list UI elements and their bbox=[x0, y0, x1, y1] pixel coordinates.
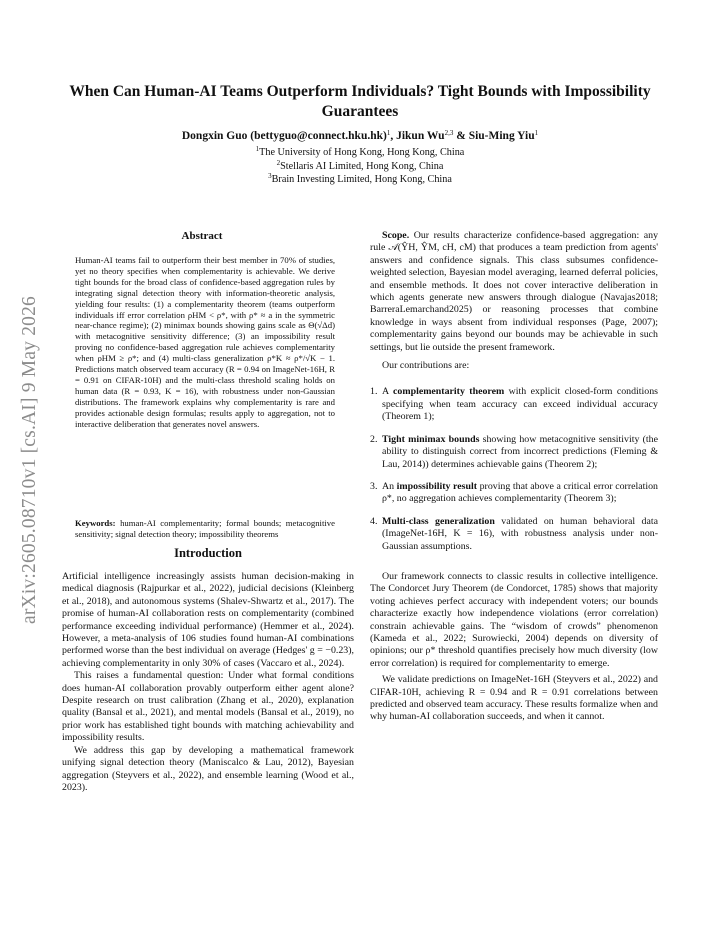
contributions-list bbox=[370, 386, 658, 552]
paragraph: Our framework connects to classic results in collective intelligence. The Condorcet Jury Theorem (de Condorcet, 1785) shows that majority voting achieves perfect accuracy with independent voters; our bounds characterize exactly how independence violations (error correlation) constrain achievable gains. The “wisdom of crowds” phenomenon (Kameda et al., 2022; Surowiecki, 2004) depends on diversity of opinions; our ρ* threshold quantifies precisely how much diversity (low error correlation) is required for complementarity to emerge. bbox=[370, 570, 658, 669]
affiliation bbox=[60, 160, 660, 174]
affiliation-number: 2 bbox=[276, 158, 281, 167]
right-column-body bbox=[370, 230, 658, 724]
list-item bbox=[370, 481, 658, 506]
paragraph: We validate predictions on ImageNet-16H (Steyvers et al., 2022) and CIFAR-10H, achieving R = 0.94 and R = 0.91 correlations between predicted and observed team accuracy. These results formalize when and why human-AI collaboration succeeds, and when it cannot. bbox=[370, 674, 658, 723]
author-sep: , bbox=[390, 130, 397, 142]
arxiv-stamp bbox=[8, 240, 52, 680]
list-bold: complementarity theorem bbox=[393, 386, 505, 398]
paragraph: We address this gap by developing a mathematical framework unifying signal detection theory (Maniscalco & Lau, 2012), Bayesian aggregation (Steyvers et al., 2022), and ensemble learning (Wood et al., 2023). bbox=[62, 744, 354, 793]
list-bold: Tight minimax bounds bbox=[382, 433, 480, 445]
list-text: proving that above a critical error correlation ρ*, no aggregation achieves complementarity (Theorem 3); bbox=[382, 480, 658, 505]
arxiv-stamp-text: arXiv:2605.08710v1 [cs.AI] 9 May 2026 bbox=[19, 295, 40, 625]
paragraph: This raises a fundamental question: Under what formal conditions does human-AI collaboration provably outperform either agent alone? Despite research on trust calibration (Zhang et al., 2020), explanation quality (Bansal et al., 2021), and mental models (Bansal et al., 2019), no prior work has established tight bounds with matching achievability and impossibility results. bbox=[62, 670, 354, 744]
paragraph: Artificial intelligence increasingly assists human decision-making in medical diagnosis (Rajpurkar et al., 2022), judicial decisions (Kleinberg et al., 2018), and autonomous systems (Shalev-Shwartz et al., 2017). The promise of human-AI collaboration rests on complementarity (combined performance exceeding individual performance) (Hemmer et al., 2024). However, a meta-analysis of 106 studies found human-AI combinations performed worse than the best individual on average (Hedges' g = −0.23), achieving complementarity in only 30% of cases (Vaccaro et al., 2024). bbox=[62, 571, 354, 669]
keywords-label: Keywords: bbox=[75, 518, 116, 528]
paper-title: When Can Human-AI Teams Outperform Individuals? Tight Bounds with Impossibility Guarantees bbox=[69, 83, 651, 120]
list-text: showing how metacognitive sensitivity (the ability to distinguish correct from incorrect predictions (Fleming & Lau, 2014)) determines achievable gains (Theorem 2); bbox=[382, 433, 658, 470]
contributions-intro: Our contributions are: bbox=[382, 360, 470, 372]
affiliations bbox=[60, 146, 660, 187]
list-item bbox=[370, 386, 658, 423]
list-text: An bbox=[382, 480, 397, 492]
list-item bbox=[370, 516, 658, 553]
abstract-body: Human-AI teams fail to outperform their best member in 70% of studies, yet no theory specifies when complementarity is achievable. We derive tight bounds for the broad class of confidence-based aggregation rules by integrating signal detection theory with information-theoretic analysis, yielding four results: (1) a complementarity theorem (teams outperform individuals iff error correlation ρHM < ρ*, with ρ* ≈ a in the symmetric near-chance regime); (2) minimax bounds showing gains scale as Θ(√Δd) with metacognitive sensitivity difference; (3) an impossibility result proving no confidence-based aggregation rule achieves complementarity when ρHM ≥ ρ*; and (4) multi-class generalization ρ*K ≈ ρ*/√K − 1. Predictions match observed team accuracy (R = 0.94 on ImageNet-16H, R = 0.91 on CIFAR-10H) and the multi-class threshold scaling holds on human data (R = 0.93, K = 16), with robustness under non-Gaussian distributions. The framework explains why complementarity is rare and provides actionable design formulas; results apply to aggregation, not to interactive deliberation that generates novel answers. bbox=[75, 255, 335, 429]
list-number: 4. bbox=[370, 515, 378, 527]
keywords bbox=[75, 518, 335, 540]
author-3: Siu-Ming Yiu bbox=[468, 130, 535, 142]
list-number: 3. bbox=[370, 480, 378, 492]
author-2-affil: 2,3 bbox=[444, 129, 454, 137]
affiliation-number: 1 bbox=[255, 145, 260, 153]
abstract-heading: Abstract bbox=[181, 230, 223, 242]
affiliation-text: The University of Hong Kong, Hong Kong, China bbox=[259, 147, 465, 158]
affiliation bbox=[60, 173, 660, 187]
list-bold: Multi-class generalization bbox=[382, 515, 495, 527]
affiliation-number: 3 bbox=[268, 172, 272, 180]
author-sep: & bbox=[453, 130, 469, 142]
affiliation-text: Stellaris AI Limited, Hong Kong, China bbox=[280, 160, 444, 172]
scope-label: Scope. bbox=[382, 230, 410, 241]
author-1-affil: 1 bbox=[386, 129, 391, 137]
scope-paragraph bbox=[370, 230, 658, 354]
scope-text: Our results characterize confidence-based aggregation: any rule 𝒜(ŶH, ŶM, cH, cM) that produces a team prediction from agents' answers and confidence signals. This class subsumes confidence-weighted selection, Bayesian model averaging, learned deferral policies, and ensemble methods. It does not cover interactive deliberation in which agents generate new answers through dialogue (Navajas2018; BarreraLemarchand2025) or reasoning processes that combine knowledge in ways absent from individual responses (Page, 2007); complementarity gains beyond our bounds may be achievable in such settings, but lie outside the present framework. bbox=[370, 230, 659, 353]
author-line bbox=[60, 130, 660, 142]
list-item bbox=[370, 434, 658, 471]
affiliation bbox=[60, 146, 660, 160]
list-number: 2. bbox=[370, 433, 378, 445]
list-number: 1. bbox=[370, 386, 378, 398]
list-text: validated on human behavioral data (ImageNet-16H, K = 16), with robustness analysis under non-Gaussian assumptions. bbox=[382, 515, 658, 552]
author-3-affil: 1 bbox=[534, 129, 539, 137]
keywords-text: human-AI complementarity; formal bounds; metacognitive sensitivity; signal detection theory; impossibility theorems bbox=[75, 518, 335, 539]
list-text: A bbox=[382, 386, 394, 398]
section-heading-introduction: Introduction bbox=[174, 546, 242, 560]
author-2: Jikun Wu bbox=[396, 130, 445, 142]
left-column-body bbox=[62, 571, 354, 794]
author-1: Dongxin Guo (bettyguo@connect.hku.hk) bbox=[181, 130, 387, 142]
list-text: with explicit closed-form conditions specifying when team accuracy can exceed individual accuracy (Theorem 1); bbox=[382, 386, 659, 423]
list-bold: impossibility result bbox=[396, 480, 477, 492]
affiliation-text: Brain Investing Limited, Hong Kong, China bbox=[271, 174, 452, 185]
